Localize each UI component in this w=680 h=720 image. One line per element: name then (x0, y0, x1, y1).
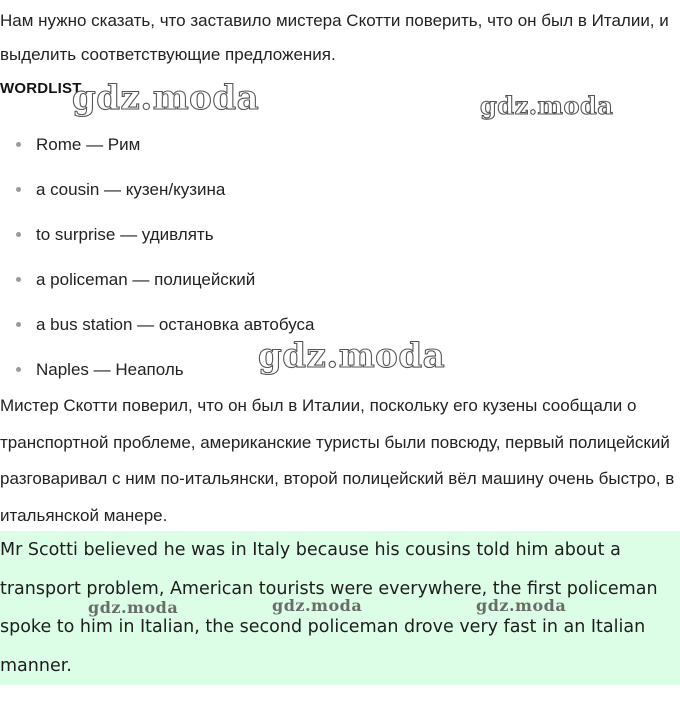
wordlist-entry: Naples — Неаполь (36, 360, 184, 379)
bullet-icon (16, 322, 21, 327)
bullet-icon (16, 367, 21, 372)
list-item (0, 302, 315, 347)
watermark-logo: gdz.moda (258, 336, 446, 376)
bullet-icon (16, 232, 21, 237)
bullet-icon (16, 142, 21, 147)
wordlist-entry: a cousin — кузен/кузина (36, 180, 226, 199)
list-item (0, 122, 315, 167)
watermark-logo: gdz.moda (72, 78, 260, 118)
answer-english-highlight (0, 531, 680, 685)
wordlist-entry: a policeman — полицейский (36, 270, 256, 289)
wordlist-entry: Rome — Рим (36, 135, 141, 154)
watermark-logo: gdz.moda (480, 91, 614, 120)
watermark-logo: gdz.moda (476, 596, 567, 615)
bullet-icon (16, 277, 21, 282)
watermark-logo: gdz.moda (272, 596, 363, 615)
list-item (0, 167, 315, 212)
wordlist (0, 122, 315, 392)
bullet-icon (16, 187, 21, 192)
list-item (0, 257, 315, 302)
wordlist-entry: to surprise — удивлять (36, 225, 214, 244)
task-description: Нам нужно сказать, что заставило мистера Скотти поверить, что он был в Италии, и выделить соответствующие предложения. (0, 11, 669, 64)
list-item (0, 212, 315, 257)
answer-english: Mr Scotti believed he was in Italy because his cousins told him about a transport problem, American tourists were everywhere, the first policeman spoke to him in Italian, the second policeman drove very fast in an Italian manner. (0, 540, 658, 676)
wordlist-entry: a bus station — остановка автобуса (36, 315, 315, 334)
watermark-logo: gdz.moda (88, 598, 179, 617)
answer-russian: Мистер Скотти поверил, что он был в Италии, поскольку его кузены сообщали о транспортной проблеме, американские туристы были повсюду, первый полицейский разговаривал с ним по-итальянски, второй полицейский вёл машину очень быстро, в итальянской манере. (0, 396, 675, 525)
wordlist-heading: WORDLIST (0, 80, 82, 97)
list-item (0, 347, 315, 392)
